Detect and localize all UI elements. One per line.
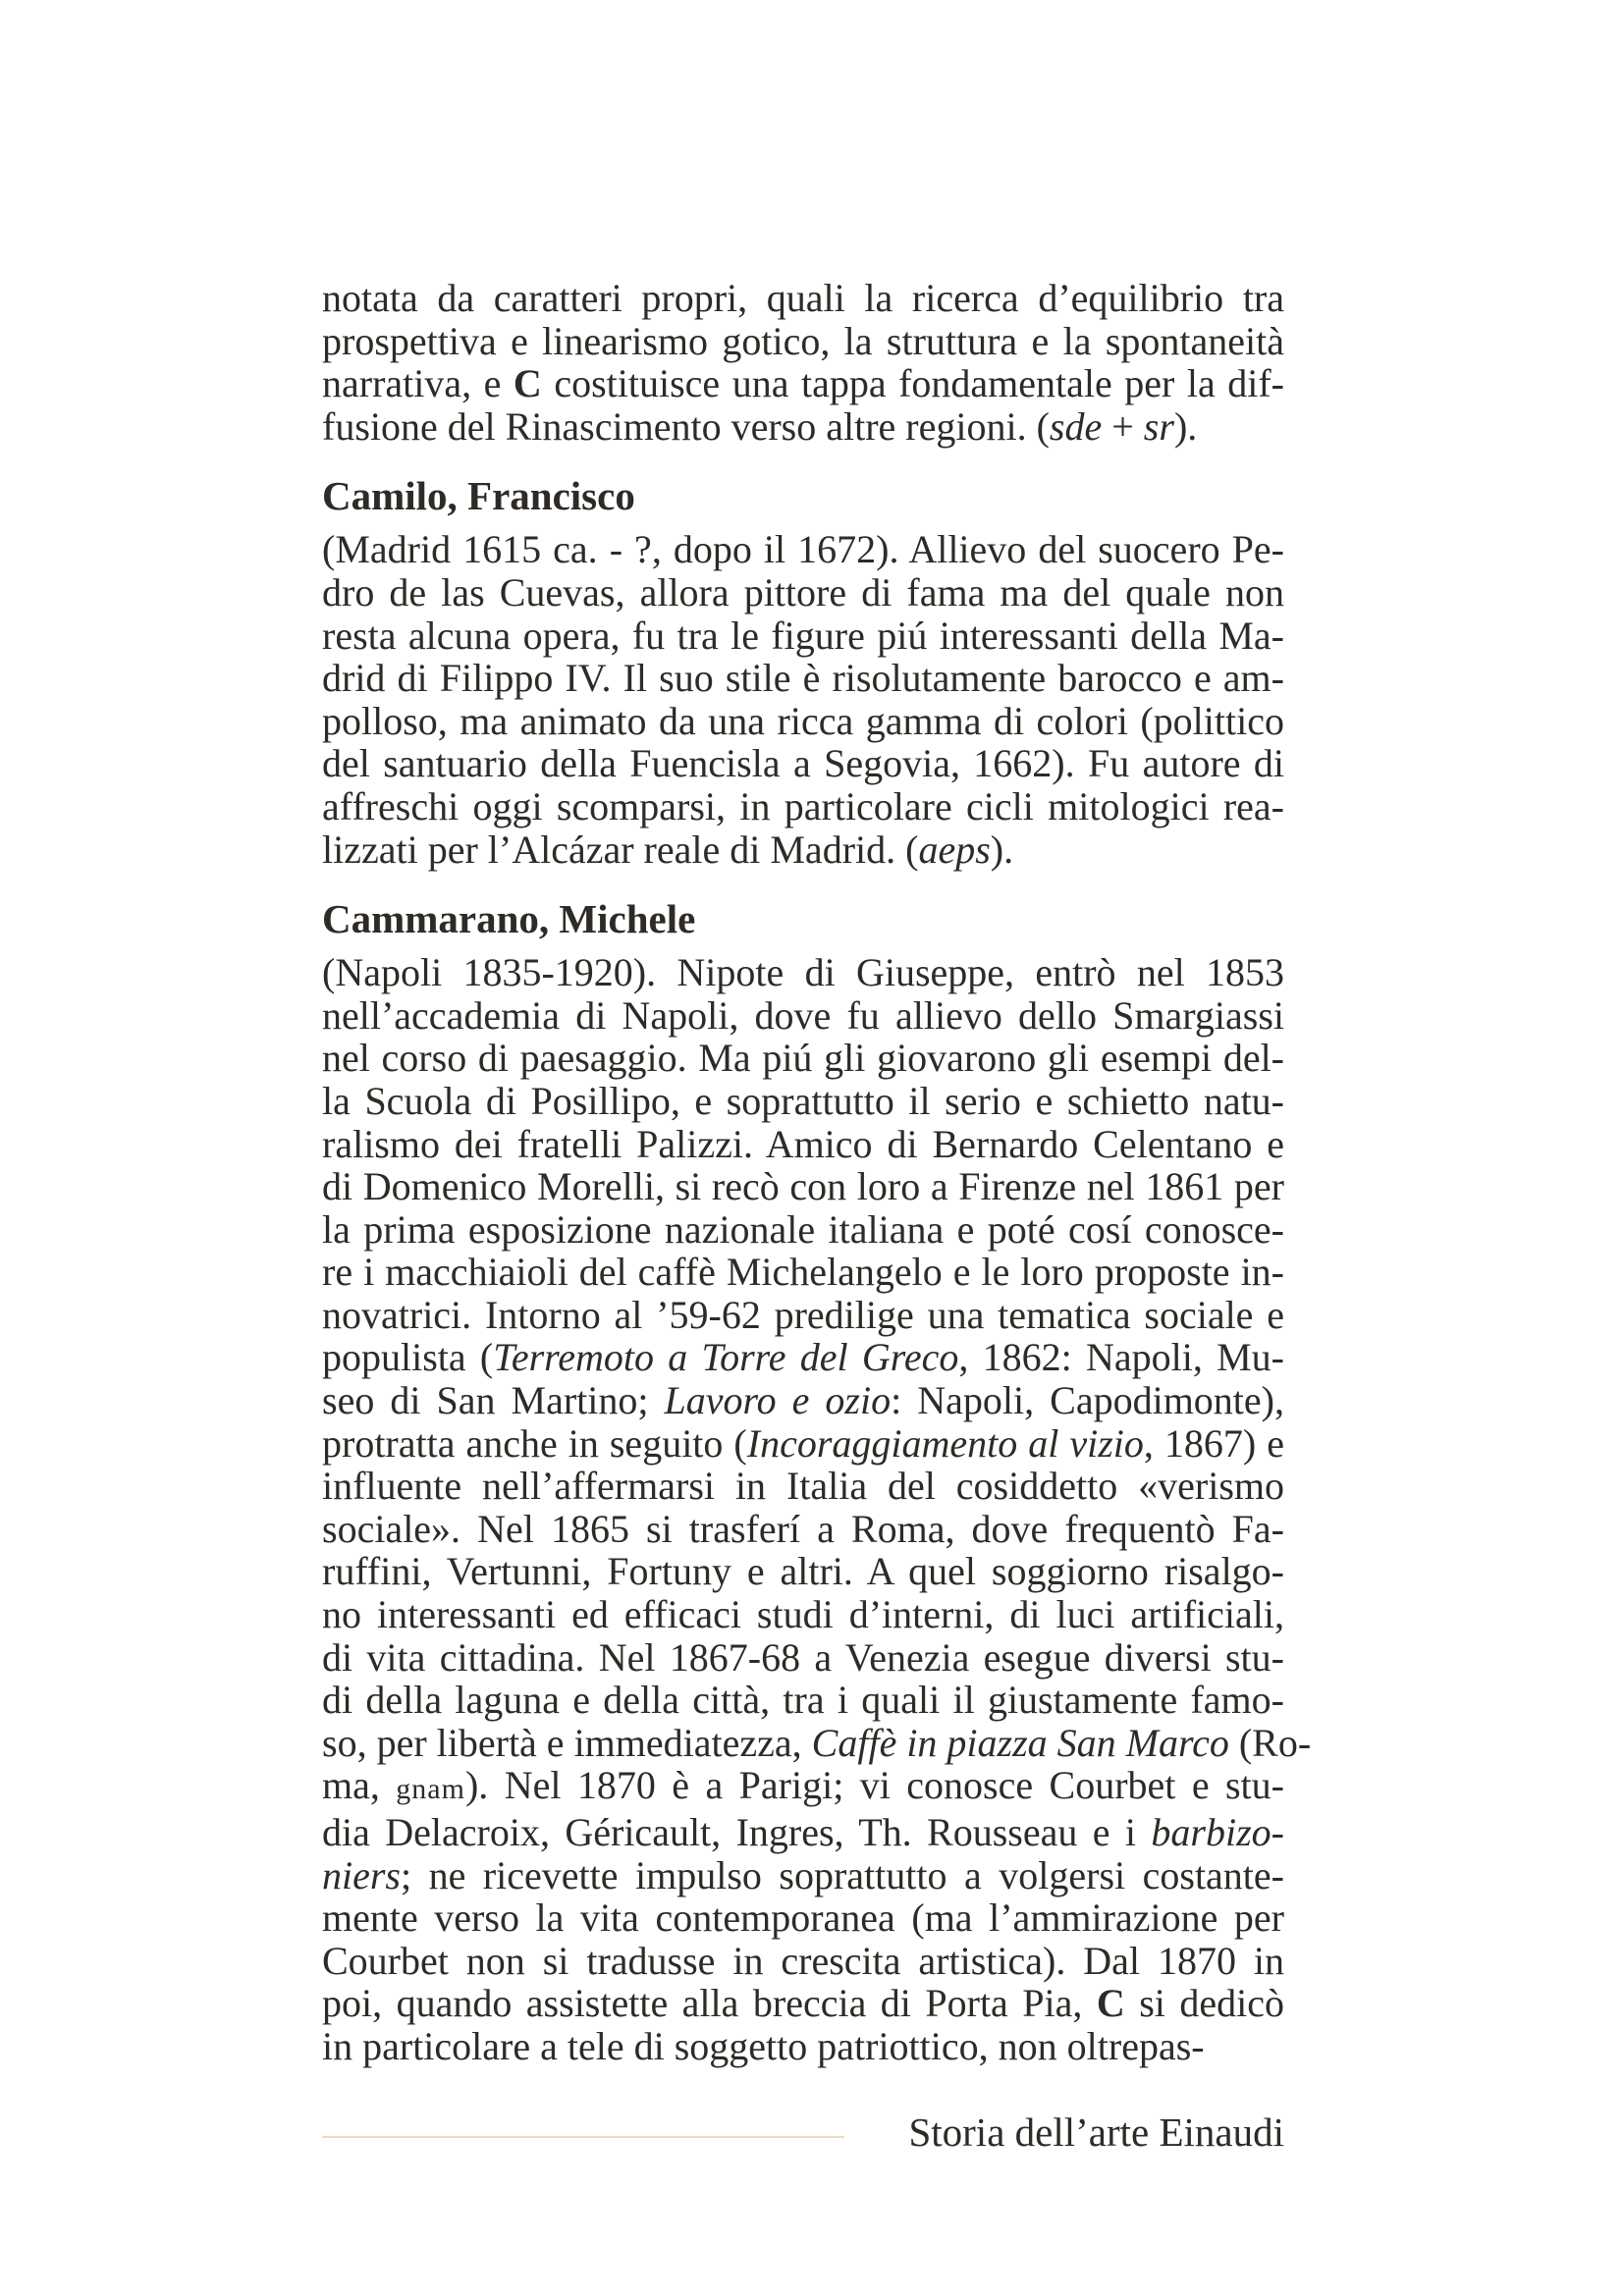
text-line: seo di San Martino; Lavoro e ozio: Napoli, Capodimonte),: [322, 1378, 1284, 1423]
text-line: di vita cittadina. Nel 1867-68 a Venezia esegue diversi stu-: [322, 1634, 1284, 1680]
text-line: nell’accademia di Napoli, dove fu allievo dello Smargiassi: [322, 992, 1284, 1038]
italic-run: sde: [1049, 403, 1103, 449]
bold-run: C: [1096, 1981, 1125, 2026]
entry-body: [322, 528, 1284, 871]
italic-run: barbizo-: [1151, 1810, 1284, 1854]
entry-continuation: [322, 277, 1284, 448]
text-line: sociale». Nel 1865 si trasferí a Roma, dove frequentò Fa-: [322, 1506, 1284, 1551]
text-line: affreschi oggi scomparsi, in particolare cicli mitologici rea-: [322, 783, 1284, 828]
text-line: niers; ne ricevette impulso soprattutto a volgersi costante-: [322, 1852, 1284, 1897]
text-line: nel corso di paesaggio. Ma piú gli giovarono gli esempi del-: [322, 1036, 1284, 1081]
footer-rule: [322, 2136, 844, 2138]
text-line: narrativa, e C costituisce una tappa fondamentale per la dif-: [322, 361, 1285, 406]
text-line: (Madrid 1615 ca. - ?, dopo il 1672). Allievo del suocero Pe-: [322, 527, 1284, 572]
text-line: del santuario della Fuencisla a Segovia, 1662). Fu autore di: [322, 741, 1284, 786]
text-line: dro de las Cuevas, allora pittore di fama ma del quale non: [322, 569, 1284, 614]
entry-body: [322, 950, 1312, 2068]
entry-camilo: [322, 471, 1284, 871]
italic-run: niers: [322, 1852, 401, 1897]
entry-cammarano: [322, 894, 1312, 2068]
text-line: re i macchiaioli del caffè Michelangelo e le loro proposte in-: [322, 1250, 1284, 1295]
footer-title: Storia dell’arte Einaudi: [908, 2109, 1284, 2155]
text-line: mente verso la vita contemporanea (ma l’ammirazione per: [322, 1896, 1284, 1941]
text-line: Courbet non si tradusse in crescita artistica). Dal 1870 in: [322, 1938, 1284, 1983]
text-line: di della laguna e della città, tra i quali il giustamente famo-: [322, 1678, 1284, 1723]
italic-run: sr: [1143, 403, 1174, 449]
text-line: polloso, ma animato da una ricca gamma di colori (polittico: [322, 698, 1284, 743]
text-line: ma, gnam). Nel 1870 è a Parigi; vi conosce Courbet e stu-: [322, 1763, 1284, 1808]
text-line: dia Delacroix, Géricault, Ingres, Th. Rousseau e i barbizo-: [322, 1810, 1284, 1854]
bold-run: C: [513, 361, 542, 406]
text-line: poi, quando assistette alla breccia di Porta Pia, C si dedicò: [322, 1981, 1285, 2026]
italic-run: Lavoro e ozio: [664, 1378, 892, 1423]
text-line: la prima esposizione nazionale italiana e poté cosí conosce-: [322, 1206, 1284, 1252]
text-line: (Napoli 1835-1920). Nipote di Giuseppe, entrò nel 1853: [322, 950, 1284, 995]
text-line: resta alcuna opera, fu tra le figure piú interessanti della Ma-: [322, 613, 1284, 658]
text-line: populista (Terremoto a Torre del Greco, 1862: Napoli, Mu-: [322, 1335, 1284, 1380]
small-caps-run: gnam: [396, 1773, 465, 1806]
text-line: so, per libertà e immediatezza, Caffè in piazza San Marco (Ro-: [322, 1720, 1312, 1765]
text-line: lizzati per l’Alcázar reale di Madrid. (aeps).: [322, 827, 1014, 872]
text-line: fusione del Rinascimento verso altre regioni. (sde + sr).: [322, 403, 1198, 449]
italic-run: Caffè in piazza San Marco: [811, 1720, 1229, 1765]
entry-body: [322, 277, 1284, 448]
text-line: notata da caratteri propri, quali la ricerca d’equilibrio tra: [322, 276, 1284, 320]
entry-heading: Cammarano, Michele: [322, 896, 696, 942]
text-line: ralismo dei fratelli Palizzi. Amico di Bernardo Celentano e: [322, 1121, 1284, 1166]
italic-run: Terremoto a Torre del Greco: [493, 1335, 959, 1380]
italic-run: Incoraggiamento al vizio: [746, 1420, 1144, 1466]
text-line: prospettiva e linearismo gotico, la struttura e la spontaneità: [322, 318, 1284, 363]
text-line: no interessanti ed efficaci studi d’interni, di luci artificiali,: [322, 1592, 1284, 1637]
text-line: in particolare a tele di soggetto patriottico, non oltrepas-: [322, 2023, 1205, 2068]
italic-run: aeps: [918, 827, 991, 872]
text-line: drid di Filippo IV. Il suo stile è risolutamente barocco e am-: [322, 656, 1284, 701]
text-line: influente nell’affermarsi in Italia del cosiddetto «verismo: [322, 1464, 1284, 1509]
text-column: [322, 276, 1312, 2068]
text-line: di Domenico Morelli, si recò con loro a Firenze nel 1861 per: [322, 1164, 1284, 1209]
entry-heading: Camilo, Francisco: [322, 473, 635, 519]
text-line: novatrici. Intorno al ’59-62 predilige una tematica sociale e: [322, 1292, 1284, 1337]
text-line: ruffini, Vertunni, Fortuny e altri. A quel soggiorno risalgo-: [322, 1549, 1284, 1594]
text-line: protratta anche in seguito (Incoraggiamento al vizio, 1867) e: [322, 1420, 1284, 1466]
text-line: la Scuola di Posillipo, e soprattutto il serio e schietto natu-: [322, 1078, 1284, 1123]
